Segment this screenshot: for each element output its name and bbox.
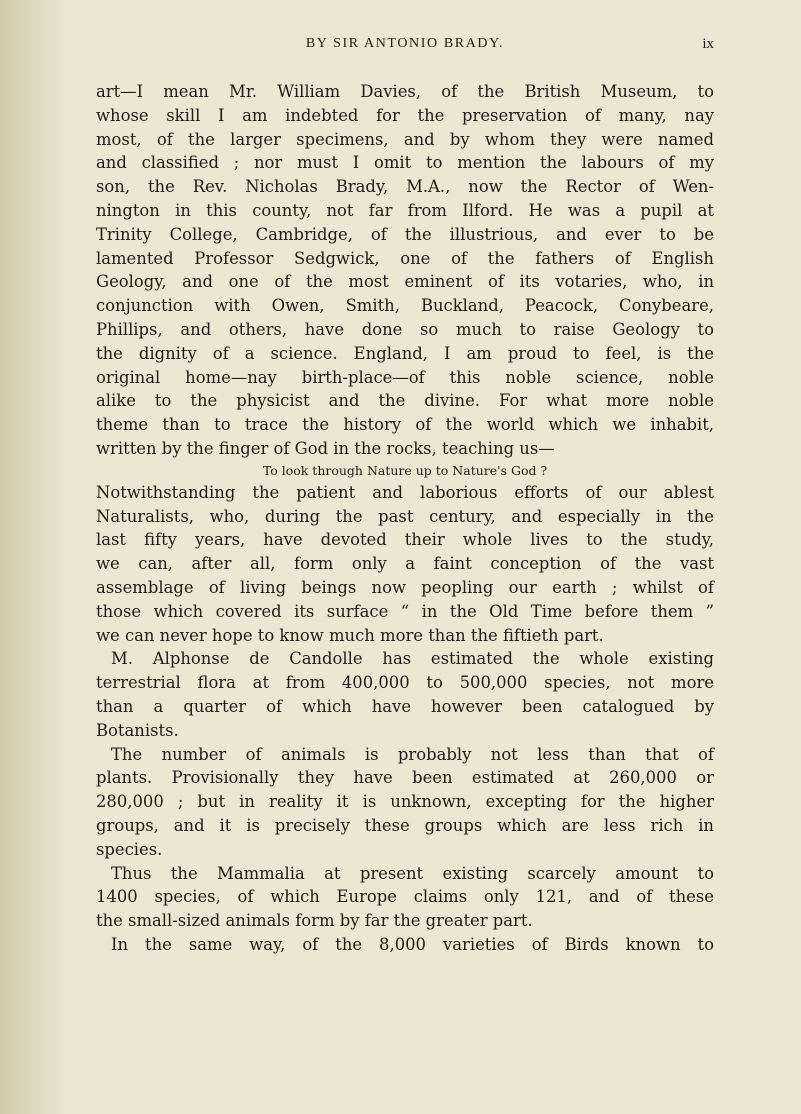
text-line: we can, after all, form only a faint conception of the vast — [96, 554, 714, 574]
text-line: In the same way, of the 8,000 varieties of Birds known to — [111, 934, 714, 954]
text-line: Notwithstanding the patient and laborious efforts of our ablest — [96, 482, 714, 502]
text-line: the dignity of a science. England, I am proud to feel, is the — [96, 343, 714, 363]
text-line: son, the Rev. Nicholas Brady, M.A., now the Rector of Wen- — [96, 177, 714, 197]
verse-quotation: To look through Nature up to Nature's God ? — [262, 462, 548, 478]
text-line: those which covered its surface “ in the Old Time before them ” — [96, 601, 714, 621]
text-line: written by the finger of God in the rocks, teaching us— — [96, 438, 555, 458]
text-line: we can never hope to know much more than the fiftieth part. — [96, 625, 604, 645]
running-head — [96, 36, 714, 58]
page-number: ix — [702, 36, 714, 52]
text-line: last fifty years, have devoted their whole lives to the study, — [96, 530, 714, 550]
text-line: species. — [96, 839, 163, 859]
text-line: art—I mean Mr. William Davies, of the British Museum, to — [96, 82, 714, 101]
page-edge-shadow — [0, 0, 70, 1114]
text-line: Geology, and one of the most eminent of its votaries, who, in — [96, 272, 714, 292]
text-line: than a quarter of which have however been catalogued by — [96, 696, 714, 716]
text-line: most, of the larger specimens, and by whom they were named — [96, 129, 714, 149]
text-line: Trinity College, Cambridge, of the illustrious, and ever to be — [96, 224, 714, 244]
text-line: conjunction with Owen, Smith, Buckland, Peacock, Conybeare, — [96, 296, 714, 316]
text-line: Phillips, and others, have done so much to raise Geology to — [96, 319, 714, 339]
text-line: assemblage of living beings now peopling our earth ; whilst of — [96, 577, 714, 597]
text-line: lamented Professor Sedgwick, one of the fathers of English — [96, 248, 714, 268]
running-head-title: BY SIR ANTONIO BRADY. — [305, 36, 505, 51]
text-line: Naturalists, who, during the past century, and especially in the — [96, 506, 714, 526]
text-line: whose skill I am indebted for the preservation of many, nay — [96, 105, 714, 125]
text-line: original home—nay birth-place—of this noble science, noble — [96, 367, 714, 387]
body-text — [96, 80, 714, 957]
text-line: M. Alphonse de Candolle has estimated the whole existing — [111, 649, 714, 669]
text-line: theme than to trace the history of the world which we inhabit, — [96, 415, 714, 435]
text-line: and classified ; nor must I omit to mention the labours of my — [96, 153, 714, 173]
text-line: alike to the physicist and the divine. For what more noble — [96, 391, 714, 411]
text-line: 1400 species, of which Europe claims only 121, and of these — [96, 887, 714, 907]
text-line: terrestrial flora at from 400,000 to 500,000 species, not more — [96, 673, 714, 693]
text-line: the small-sized animals form by far the greater part. — [96, 911, 533, 931]
text-line: 280,000 ; but in reality it is unknown, excepting for the higher — [96, 792, 714, 812]
text-line: Thus the Mammalia at present existing scarcely amount to — [111, 863, 714, 883]
text-line: nington in this county, not far from Ilford. He was a pupil at — [96, 200, 714, 220]
text-line: plants. Provisionally they have been estimated at 260,000 or — [96, 768, 714, 788]
text-line: groups, and it is precisely these groups which are less rich in — [96, 815, 714, 835]
text-line: The number of animals is probably not less than that of — [111, 744, 714, 764]
text-line: Botanists. — [96, 720, 179, 740]
